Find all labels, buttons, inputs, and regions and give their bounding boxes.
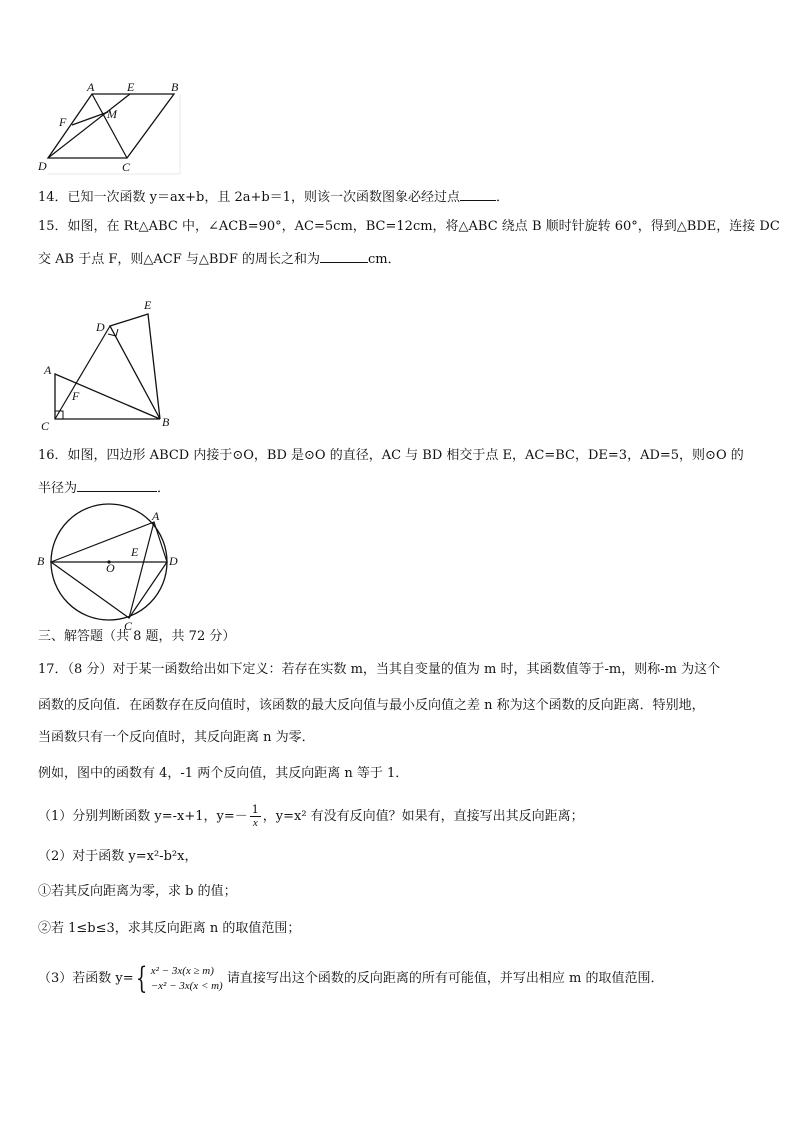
fig1-label-c: C xyxy=(122,160,131,174)
q14-end: ． xyxy=(495,190,509,205)
section-3-title: 三、解答题（共 8 题，共 72 分） xyxy=(38,629,236,644)
q14-answer-blank xyxy=(460,188,496,201)
q17-part1-frac-num: 1 xyxy=(251,803,259,816)
question-17-part1 xyxy=(38,800,584,834)
q15-answer-blank xyxy=(320,250,368,263)
fig3-label-c: C xyxy=(124,619,133,633)
question-17-part3 xyxy=(38,959,663,999)
fig2-label-f: F xyxy=(72,389,80,403)
fig1-label-f: F xyxy=(59,115,67,129)
q17-part3-cases xyxy=(151,964,223,994)
q17-part3-brace: { xyxy=(135,960,147,996)
figure-parallelogram xyxy=(34,78,184,176)
fig3-label-a: A xyxy=(152,509,160,523)
question-15-line2 xyxy=(38,250,401,269)
question-15-line1: 15．如图，在 Rt△ABC 中，∠ACB=90°，AC=5cm，BC=12cm，将△ABC 绕点 B 顺时针旋转 60°，得到△BDE，连接 DC xyxy=(38,219,780,234)
fig3-label-b: B xyxy=(37,554,45,568)
q17-part3-post: 请直接写出这个函数的反向距离的所有可能值，并写出相应 m 的取值范围． xyxy=(226,971,664,986)
question-14 xyxy=(38,188,509,207)
q15-line2-end: cm． xyxy=(367,252,401,267)
fig3-label-e: E xyxy=(131,545,139,559)
q17-part3-case1: x² − 3x(x ≥ m) xyxy=(150,964,214,977)
fig2-label-d: D xyxy=(96,320,105,334)
q16-line2-text: 半径为 xyxy=(38,481,78,496)
fig2-label-c: C xyxy=(41,419,50,433)
q17-part1-pre: （1）分别判断函数 y=-x+1，y=－ xyxy=(38,809,248,824)
fig1-label-a: A xyxy=(87,80,95,94)
question-16-line1: 16．如图，四边形 ABCD 内接于⊙O，BD 是⊙O 的直径，AC 与 BD 相交于点 E，AC=BC，DE=3，AD=5，则⊙O 的 xyxy=(38,448,744,463)
figure-circle-svg xyxy=(34,508,184,633)
question-17-line3: 当函数只有一个反向值时，其反向距离 n 为零． xyxy=(38,730,315,745)
q16-answer-blank xyxy=(77,479,157,492)
fig3-label-o: O xyxy=(106,561,115,575)
fig1-label-b: B xyxy=(171,80,179,94)
figure-rotation-svg xyxy=(36,294,176,434)
q15-line2-text: 交 AB 于点 F，则△ACF 与△BDF 的周长之和为 xyxy=(38,252,320,267)
q17-part3-case2: −x² − 3x(x < m) xyxy=(150,979,223,992)
q17-part3-pre: （3）若函数 y= xyxy=(38,971,134,986)
q17-part1-post: ，y=x² 有没有反向值？如果有，直接写出其反向距离； xyxy=(262,809,584,824)
q17-part1-fraction xyxy=(250,804,261,829)
question-17-line4: 例如，图中的函数有 4，-1 两个反向值，其反向距离 n 等于 1． xyxy=(38,766,409,781)
question-17-part2-1: ①若其反向距离为零，求 b 的值； xyxy=(38,884,237,899)
question-16-line2 xyxy=(38,479,170,498)
figure-parallelogram-svg xyxy=(34,78,184,176)
q14-text: 14．已知一次函数 y＝ax+b，且 2a+b＝1，则该一次函数图象必经过点 xyxy=(38,190,460,205)
fig1-label-d: D xyxy=(38,159,47,173)
fig2-label-a: A xyxy=(44,363,52,377)
fig2-label-e: E xyxy=(144,298,152,312)
fig3-label-d: D xyxy=(169,554,178,568)
question-17-part2-2: ②若 1≤b≤3，求其反向距离 n 的取值范围； xyxy=(38,921,301,936)
question-17-line1: 17．（8 分）对于某一函数给出如下定义：若存在实数 m，当其自变量的值为 m 时，其函数值等于-m，则称-m 为这个 xyxy=(38,662,721,677)
figure-rotation xyxy=(36,294,176,434)
fig1-label-e: E xyxy=(127,80,135,94)
question-17-line2: 函数的反向值．在函数存在反向值时，该函数的最大反向值与最小反向值之差 n 称为这个函数的反向距离．特别地， xyxy=(38,698,705,713)
q17-part1-frac-den: x xyxy=(252,817,258,829)
q16-line2-end: ． xyxy=(157,481,171,496)
question-17-part2: （2）对于函数 y=x²-b²x， xyxy=(38,849,198,864)
figure-circle xyxy=(34,508,184,633)
fig1-label-m: M xyxy=(107,107,117,121)
fig2-label-b: B xyxy=(162,415,170,429)
